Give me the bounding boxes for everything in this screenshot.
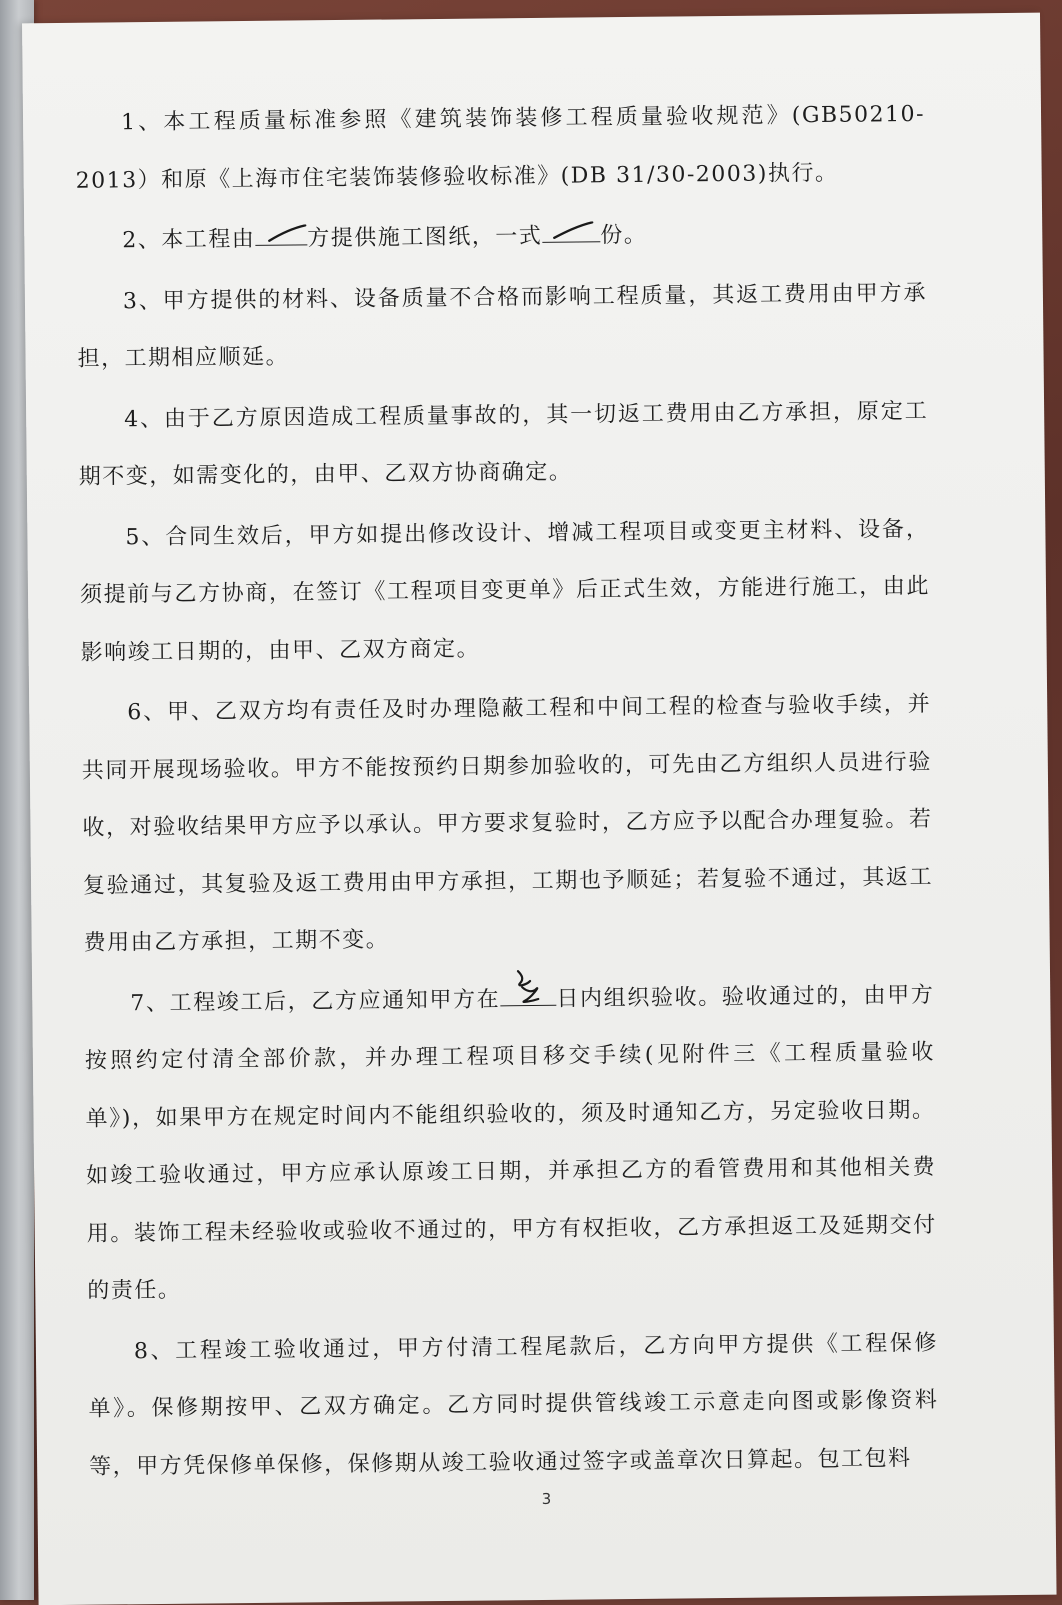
clause-text: 4、由于乙方原因造成工程质量事故的，其一切返工费用由乙方承担，原定工期不变，如需变化的，由甲、乙双方协商确定。 [78,398,929,490]
clause-2 [76,204,927,270]
clause-text: 7、工程竣工后，乙方应通知甲方在 [130,986,501,1016]
clause-text: 2、本工程由 [122,226,256,254]
clause-text: 份。 [600,222,648,249]
clause-7 [84,966,938,1320]
clause-text: 8、工程竣工验收通过，甲方付清工程尾款后，乙方向甲方提供《工程保修单》。保修期按甲、乙双方确定。乙方同时提供管线竣工示意走向图或影像资料等，甲方凭保修单保修，保修期从竣工验收通过签字或盖章次日算起。包工包料 [88,1330,939,1480]
document-page [22,13,1057,1605]
handwritten-number-mark [510,966,542,1006]
clause-text: 6、甲、乙双方均有责任及时办理隐蔽工程和中间工程的检查与验收手续，并共同开展现场验收。甲方不能按预约日期参加验收的，可先由乙方组织人员进行验收，对验收结果甲方应予以承认。甲方要求复验时，乙方应予以配合办理复验。若复验通过，其复验及返工费用由甲方承担，工期也予顺延；若复验不通过，其返工费用由乙方承担，工期不变。 [81,691,934,956]
handwritten-slash-mark [548,221,596,240]
page-number: 3 [541,1489,552,1508]
clause-4 [78,382,929,506]
clause-text: 5、合同生效后，甲方如提出修改设计、增减工程项目或变更主材料、设备，须提前与乙方协商，在签订《工程项目变更单》后正式生效，方能进行施工，由此影响竣工日期的，由甲、乙双方商定。 [79,516,931,666]
clause-5 [79,500,931,681]
fill-blank-acceptance-days [500,984,556,1006]
handwritten-slash-mark [261,224,309,243]
clause-8 [88,1314,940,1495]
fill-blank-drawing-provider [255,224,307,246]
clause-1 [75,86,926,210]
clause-text: 3、甲方提供的材料、设备质量不合格而影响工程质量，其返工费用由甲方承担，工期相应顺延。 [77,280,928,372]
clause-text: 方提供施工图纸，一式 [307,223,543,252]
clause-6 [81,676,934,972]
fill-blank-copies [542,221,600,243]
clause-text: 1、本工程质量标准参照《建筑装饰装修工程质量验收规范》(GB50210-2013）和原《上海市住宅装饰装修验收标准》(DB 31/30-2003)执行。 [75,101,926,194]
contract-body [75,86,940,1499]
clause-3 [77,264,928,388]
clause-text: 日内组织验收。验收通过的，由甲方按照约定付清全部价款，并办理工程项目移交手续(见附件三《工程质量验收单》)，如果甲方在规定时间内不能组织验收的，须及时通知乙方，另定验收日期。如竣工验收通过，甲方应承认原竣工日期，并承担乙方的看管费用和其他相关费用。装饰工程未经验收或验收不通过的，甲方有权拒收，乙方承担返工及延期交付的责任。 [84,982,937,1304]
